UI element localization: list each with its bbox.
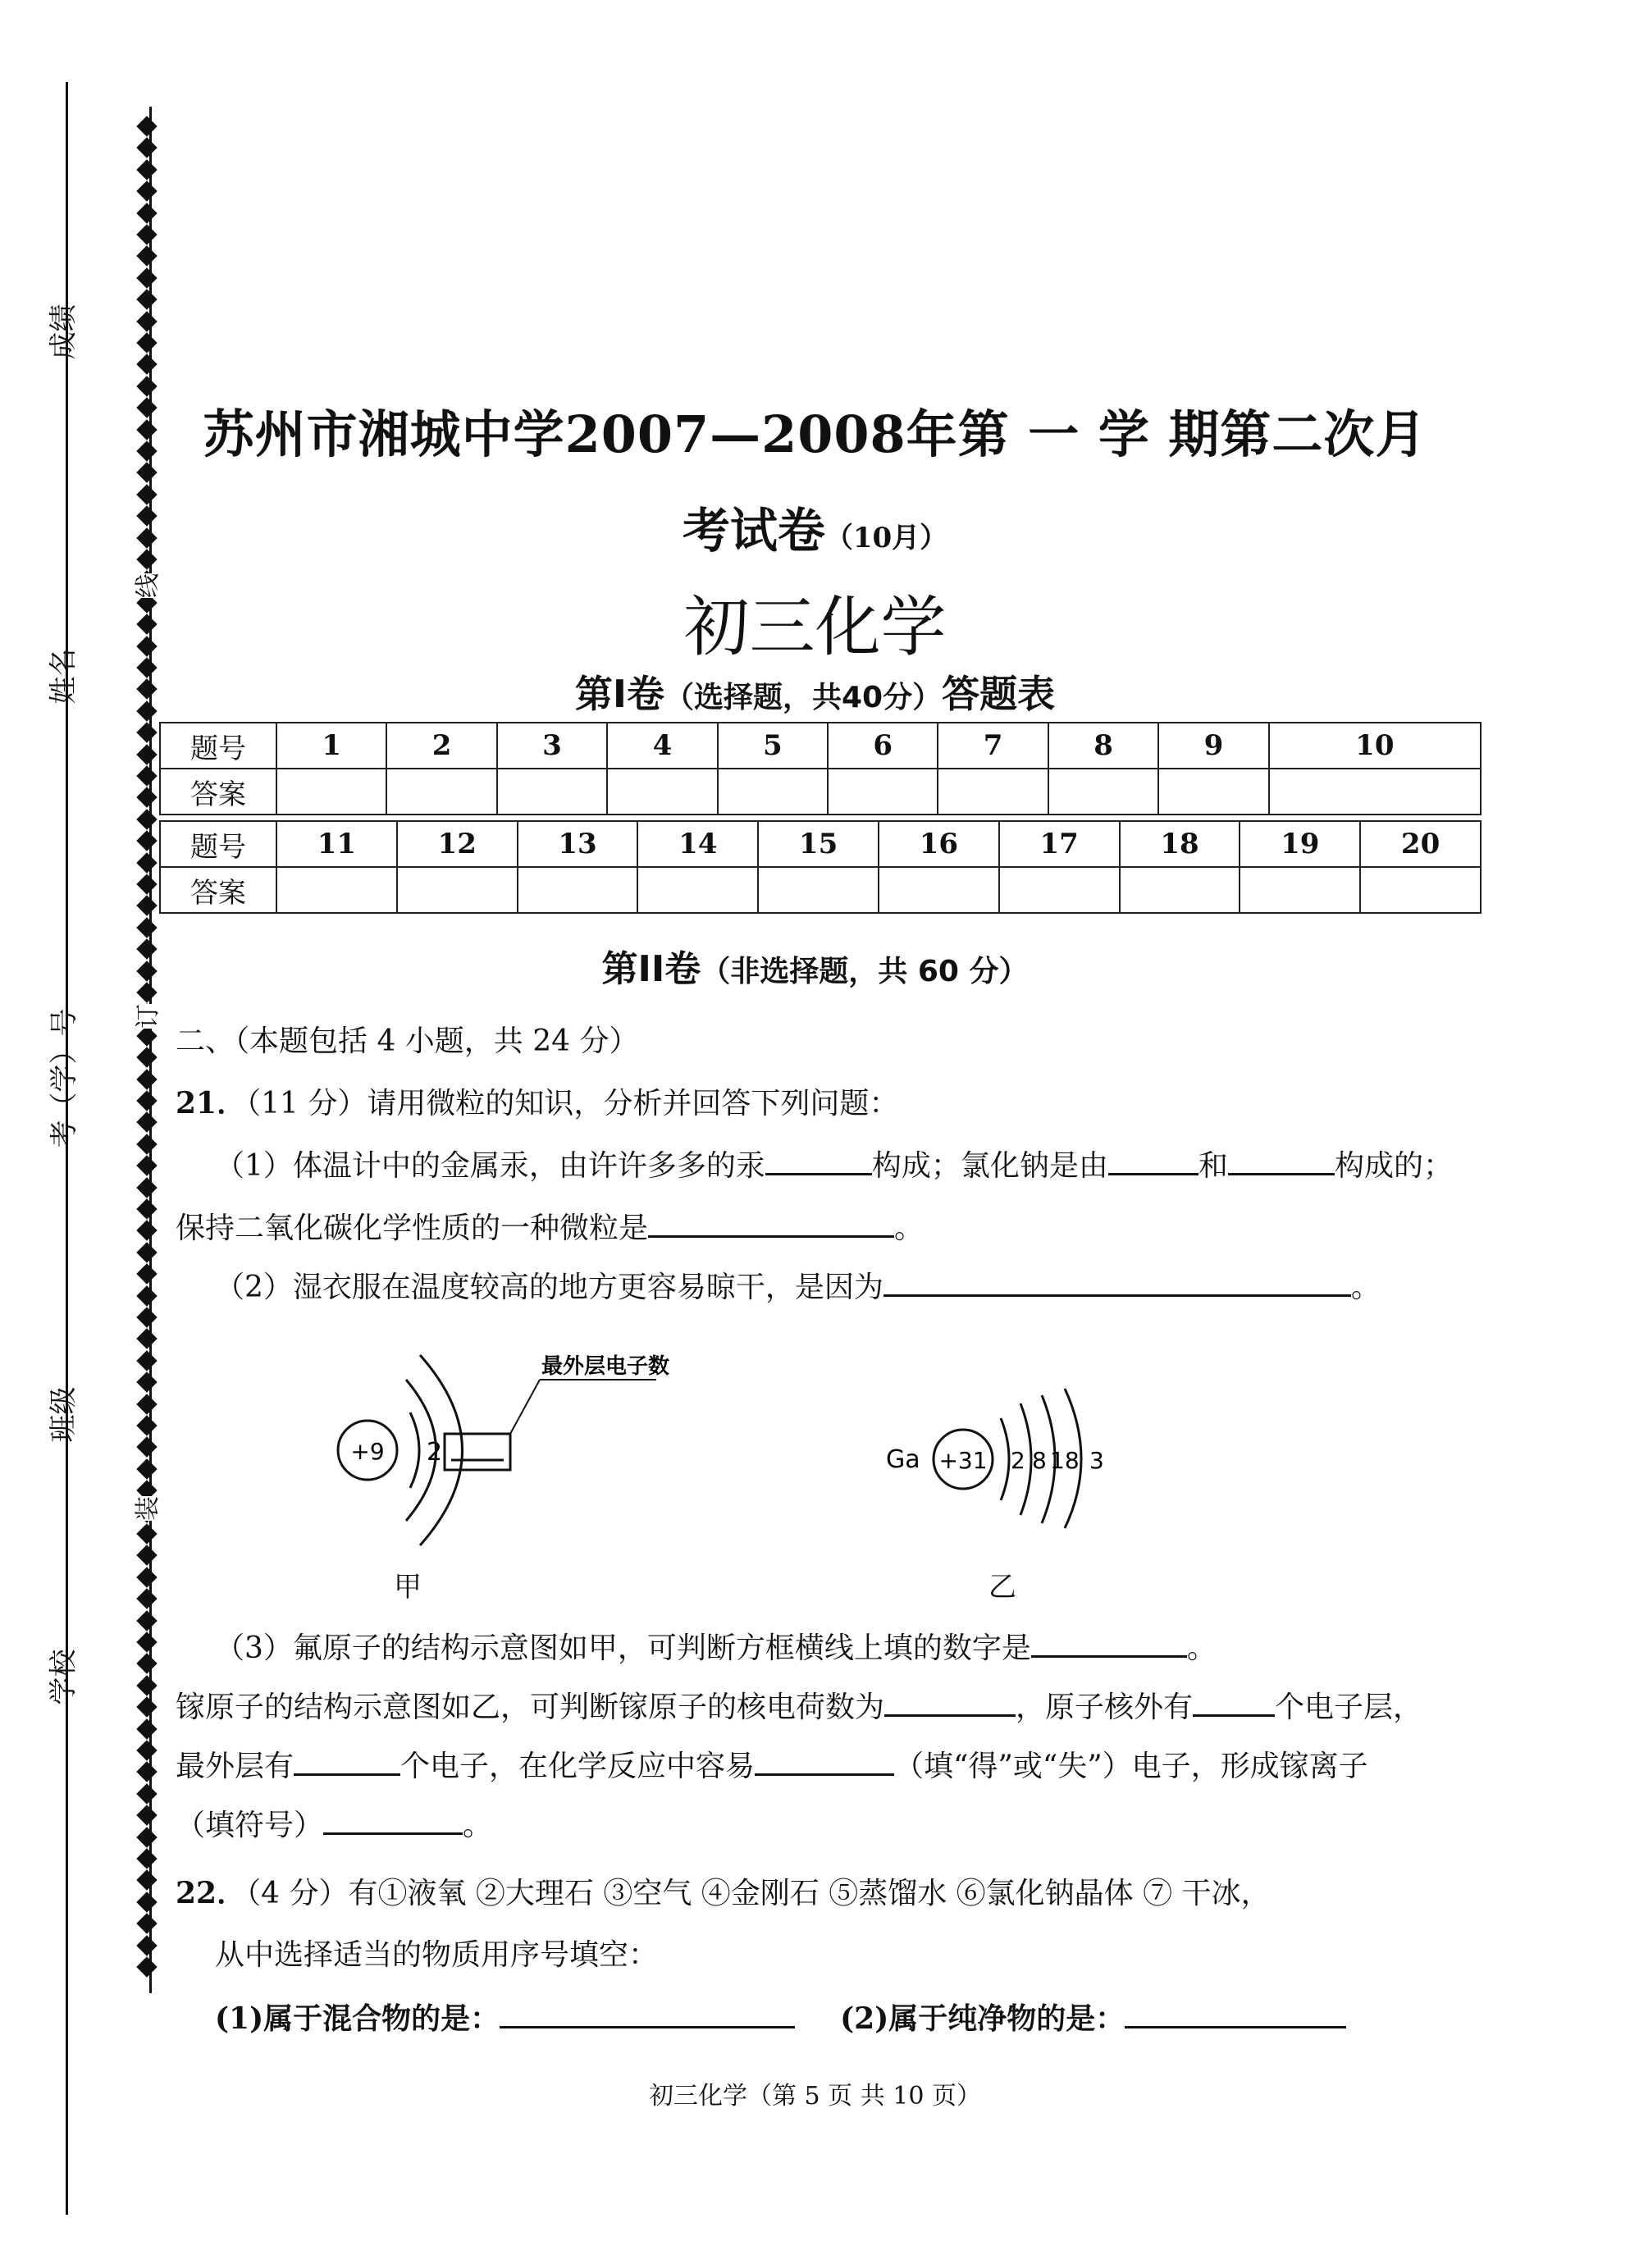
seal-diamond (136, 1394, 157, 1414)
answer-blank[interactable] (294, 1749, 400, 1776)
answer-blank[interactable] (765, 1148, 872, 1175)
shell-electrons: 2 (427, 1438, 443, 1467)
answer-cell[interactable] (637, 867, 758, 913)
answer-blank[interactable] (1193, 1690, 1275, 1717)
seal-diamond (136, 1371, 157, 1392)
seal-diamond (136, 1069, 157, 1089)
answer-table-1 (159, 722, 1482, 815)
diagram-caption-a: 甲 (394, 1571, 422, 1604)
seal-diamond (136, 1436, 157, 1457)
q22-parts: (1)属于混合物的是： (2)属于纯净物的是： (215, 2001, 1346, 2034)
exam-title-line1: 苏州市湘城中学2007—2008年第 一 学 期第二次月 (203, 404, 1427, 464)
electron-shell (1001, 1418, 1009, 1500)
question-number-cell: 4 (607, 723, 717, 769)
seal-diamond (136, 874, 157, 894)
answer-cell[interactable] (276, 867, 397, 913)
seal-diamond (136, 1242, 157, 1262)
seal-char-bind: 装 (126, 1496, 165, 1521)
diagram-caption-b: 乙 (989, 1571, 1016, 1604)
exam-no-label: 考（学）号 (48, 1008, 81, 1148)
seal-diamond (136, 852, 157, 873)
callout-leader (510, 1380, 540, 1434)
seal-diamond (136, 787, 157, 807)
q21-part2: （2）湿衣服在温度较高的地方更容易晾干，是因为 。 (215, 1271, 1381, 1304)
gallium-atom-diagram (886, 1366, 1132, 1530)
score-label: 成绩 (47, 303, 80, 360)
seal-diamond (136, 1111, 157, 1132)
seal-diamond (136, 1263, 157, 1284)
seal-diamond (136, 722, 157, 742)
seal-diamond (136, 1718, 157, 1739)
question-number-cell: 7 (938, 723, 1048, 769)
answer-blank[interactable] (1108, 1148, 1199, 1175)
seal-diamond (136, 1761, 157, 1782)
question-number-cell: 6 (828, 723, 938, 769)
q21-part3-line3: 最外层有 个电子，在化学反应中容易 （填“得”或“失”）电子，形成镓离子 (176, 1750, 1368, 1783)
seal-diamond (136, 1545, 157, 1565)
question-number-cell: 5 (718, 723, 828, 769)
question-number-cell: 16 (879, 821, 999, 867)
part-intro: 二、（本题包括 4 小题，共 24 分） (176, 1024, 639, 1058)
answer-blank[interactable] (884, 1690, 1016, 1717)
seal-diamond (136, 1025, 157, 1046)
answer-blank[interactable] (1031, 1631, 1187, 1658)
question-number-cell: 9 (1158, 723, 1268, 769)
q21-part3-line1: （3）氟原子的结构示意图如甲，可判断方框横线上填的数字是 。 (215, 1631, 1217, 1665)
shell-electrons: 3 (1089, 1447, 1104, 1474)
section1-title: 第Ⅰ卷（选择题，共40分）答题表 (574, 672, 1056, 716)
answer-blank[interactable] (755, 1749, 894, 1776)
seal-diamond (136, 180, 157, 201)
seal-diamond (136, 354, 157, 374)
seal-diamond (136, 1177, 157, 1198)
class-label: 班级 (47, 1386, 80, 1443)
fluorine-atom-diagram (328, 1345, 705, 1558)
answer-cell[interactable] (1240, 867, 1360, 913)
q21-part1-line1: （1）体温计中的金属汞，由许许多多的汞 构成；氯化钠是由 和 构成的； (215, 1149, 1453, 1183)
seal-diamond (136, 1090, 157, 1111)
answer-cell[interactable] (1048, 769, 1158, 815)
school-label: 学校 (47, 1649, 80, 1705)
row-label-answer: 答案 (160, 769, 276, 815)
answer-blank[interactable] (1228, 1148, 1335, 1175)
question-number-cell: 20 (1360, 821, 1481, 867)
seal-diamond (136, 1696, 157, 1717)
answer-cell[interactable] (518, 867, 638, 913)
question-number-cell: 10 (1269, 723, 1481, 769)
seal-diamond (136, 1675, 157, 1695)
seal-diamond (136, 1307, 157, 1327)
question-number-cell: 15 (758, 821, 879, 867)
seal-diamond (136, 1567, 157, 1587)
answer-blank[interactable] (323, 1808, 463, 1835)
answer-table-2 (159, 820, 1482, 914)
answer-cell[interactable] (497, 769, 607, 815)
q21-stem: 21．（11 分）请用微粒的知识，分析并回答下列问题： (176, 1086, 899, 1120)
row-label-answer: 答案 (160, 867, 276, 913)
seal-diamond (136, 1198, 157, 1219)
page-footer: 初三化学（第 5 页 共 10 页） (649, 2082, 981, 2111)
seal-diamond (136, 311, 157, 331)
seal-diamond (136, 245, 157, 266)
answer-cell[interactable] (1120, 867, 1240, 913)
q21-part3-line4: （填符号） 。 (176, 1809, 493, 1842)
seal-diamond (136, 159, 157, 180)
seal-diamond (136, 1328, 157, 1348)
seal-diamond (136, 1134, 157, 1154)
seal-diamond (136, 1220, 157, 1240)
seal-diamond (136, 1892, 157, 1912)
question-number-cell: 13 (518, 821, 638, 867)
seal-diamond (136, 1610, 157, 1631)
seal-diamond (136, 1740, 157, 1760)
seal-diamond (136, 765, 157, 786)
answer-blank[interactable] (1125, 2001, 1346, 2028)
q22-stem: 22．（4 分）有①液氧 ②大理石 ③空气 ④金刚石 ⑤蒸馏水 ⑥氯化钠晶体 ⑦ 干冰， (176, 1876, 1271, 1910)
answer-cell[interactable] (879, 867, 999, 913)
table-row (160, 769, 1481, 815)
seal-diamond (136, 1155, 157, 1175)
callout-label: 最外层电子数 (541, 1354, 670, 1379)
answer-blank[interactable] (883, 1270, 1351, 1297)
seal-diamond (136, 1869, 157, 1890)
answer-cell[interactable] (1360, 867, 1481, 913)
answer-cell[interactable] (607, 769, 717, 815)
seal-diamond (136, 1848, 157, 1869)
nucleus-charge: +31 (938, 1447, 988, 1474)
seal-diamond (136, 1415, 157, 1435)
answer-cell[interactable] (999, 867, 1120, 913)
nucleus-charge: +9 (350, 1438, 385, 1465)
seal-char-order: 订 (126, 1004, 165, 1029)
answer-cell[interactable] (1158, 769, 1268, 815)
seal-diamond (136, 1631, 157, 1652)
seal-diamond (136, 895, 157, 915)
q22-stem-line2: 从中选择适当的物质用序号填空： (215, 1938, 659, 1972)
seal-diamond (136, 1827, 157, 1847)
exam-title-line2: 考试卷（10月） (682, 503, 948, 559)
answer-cell[interactable] (276, 769, 386, 815)
question-number-cell: 12 (397, 821, 518, 867)
question-number-cell: 3 (497, 723, 607, 769)
q21-part3-line2: 镓原子的结构示意图如乙，可判断镓原子的核电荷数为 ，原子核外有 个电子层， (176, 1691, 1423, 1724)
seal-diamond (136, 1805, 157, 1825)
question-number-cell: 18 (1120, 821, 1240, 867)
seal-diamond (136, 267, 157, 288)
seal-diamond (136, 224, 157, 244)
question-number-cell: 14 (637, 821, 758, 867)
seal-diamond (136, 1956, 157, 1977)
answer-cell[interactable] (718, 769, 828, 815)
answer-blank[interactable] (500, 2001, 795, 2028)
answer-cell[interactable] (828, 769, 938, 815)
shell-electrons: 8 (1032, 1447, 1047, 1474)
answer-cell[interactable] (1269, 769, 1481, 815)
seal-diamond (136, 1913, 157, 1933)
subject-title: 初三化学 (683, 589, 947, 665)
question-number-cell: 1 (276, 723, 386, 769)
table-row (160, 867, 1481, 913)
row-label-number: 题号 (160, 723, 276, 769)
seal-diamond (136, 917, 157, 938)
seal-diamond (136, 1047, 157, 1067)
shell-electrons: 18 (1050, 1447, 1080, 1474)
electron-shell (410, 1412, 419, 1488)
seal-diamond (136, 1523, 157, 1544)
q21-part1-line2: 保持二氧化碳化学性质的一种微粒是 。 (176, 1212, 925, 1245)
answer-cell[interactable] (938, 769, 1048, 815)
table-row (160, 821, 1481, 867)
question-number-cell: 17 (999, 821, 1120, 867)
answer-cell[interactable] (397, 867, 518, 913)
row-label-number: 题号 (160, 821, 276, 867)
seal-diamond (136, 1458, 157, 1479)
seal-diamond (136, 116, 157, 136)
seal-diamond (136, 1588, 157, 1609)
seal-diamond (136, 289, 157, 309)
answer-box (445, 1434, 510, 1470)
question-number-cell: 11 (276, 821, 397, 867)
seal-diamond (136, 203, 157, 223)
seal-diamond (136, 809, 157, 829)
table-row (160, 723, 1481, 769)
seal-diamond (136, 332, 157, 353)
question-number-cell: 8 (1048, 723, 1158, 769)
seal-diamond (136, 1783, 157, 1804)
seal-diamond (136, 1935, 157, 1955)
element-symbol: Ga (886, 1445, 920, 1474)
seal-diamond (136, 744, 157, 764)
answer-cell[interactable] (386, 769, 496, 815)
seal-diamond (136, 1653, 157, 1673)
shell-electrons: 2 (1011, 1447, 1025, 1474)
seal-diamond (136, 137, 157, 157)
seal-char-line: 线 (126, 573, 165, 598)
name-label: 姓名 (47, 648, 80, 705)
answer-cell[interactable] (758, 867, 879, 913)
seal-diamond (136, 830, 157, 851)
seal-diamond (136, 1350, 157, 1371)
question-number-cell: 19 (1240, 821, 1360, 867)
answer-blank[interactable] (648, 1211, 894, 1238)
section2-title: 第II卷（非选择题，共 60 分） (601, 948, 1029, 990)
seal-diamond (136, 1285, 157, 1306)
question-number-cell: 2 (386, 723, 496, 769)
